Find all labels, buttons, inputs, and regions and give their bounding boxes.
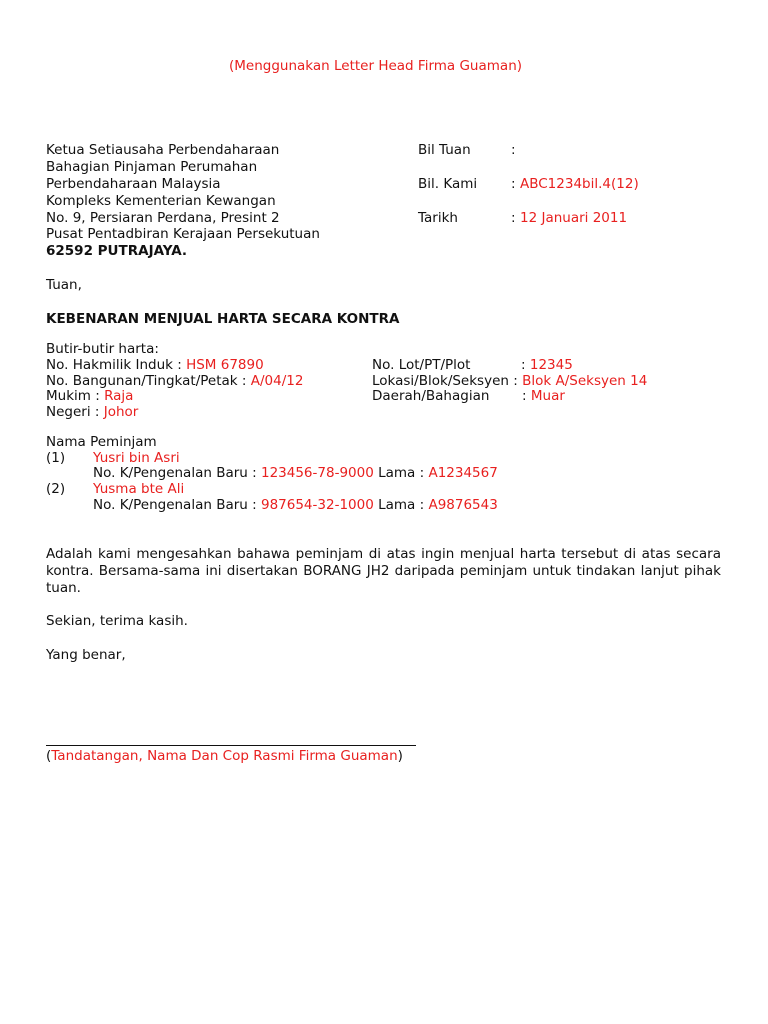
property-heading: Butir-butir harta:	[46, 341, 159, 357]
ic-new-value: 987654-32-1000	[260, 497, 374, 513]
borrower-ic-row	[93, 497, 498, 514]
negeri-label: Negeri :	[46, 404, 100, 420]
signature-caption	[46, 748, 403, 765]
address-line: Kompleks Kementerian Kewangan	[46, 193, 276, 209]
lot-separator: :	[521, 357, 526, 373]
tarikh-value: 12 Januari 2011	[520, 210, 628, 226]
borrower-name: Yusri bin Asri	[93, 450, 180, 466]
bangunan-label: No. Bangunan/Tingkat/Petak :	[46, 373, 247, 389]
closing-line: Sekian, terima kasih.	[46, 613, 188, 629]
bil-kami-value: ABC1234bil.4(12)	[520, 176, 639, 192]
address-postcode-city: 62592 PUTRAJAYA.	[46, 243, 188, 259]
signature-close-paren: )	[397, 748, 403, 764]
daerah-separator: :	[522, 388, 527, 404]
ic-old-label: Lama :	[378, 497, 425, 513]
daerah-value: Muar	[530, 388, 565, 404]
borrower-name: Yusma bte Ali	[93, 481, 185, 497]
address-line: Perbendaharaan Malaysia	[46, 176, 221, 192]
signature-open-paren: (	[46, 748, 52, 764]
lot-value-row	[521, 357, 573, 374]
ic-new-value: 123456-78-9000	[260, 465, 374, 481]
address-line: No. 9, Persiaran Perdana, Presint 2	[46, 210, 280, 226]
bil-tuan-label: Bil Tuan	[418, 142, 471, 158]
daerah-label: Daerah/Bahagian	[372, 388, 490, 404]
mukim-row	[46, 388, 133, 405]
borrower-number: (1)	[46, 450, 66, 466]
borrower-heading: Nama Peminjam	[46, 434, 157, 450]
address-line: Bahagian Pinjaman Perumahan	[46, 159, 258, 175]
negeri-value: Johor	[103, 404, 139, 420]
signature-text: Tandatangan, Nama Dan Cop Rasmi Firma Guaman	[51, 748, 398, 764]
mukim-value: Raja	[104, 388, 134, 404]
letterhead-note: (Menggunakan Letter Head Firma Guaman)	[229, 58, 523, 74]
subject-heading: KEBENARAN MENJUAL HARTA SECARA KONTRA	[46, 311, 400, 327]
lokasi-label: Lokasi/Blok/Seksyen :	[372, 373, 518, 389]
lokasi-value: Blok A/Seksyen 14	[522, 373, 648, 389]
salutation: Tuan,	[46, 277, 82, 293]
ic-old-label: Lama :	[378, 465, 425, 481]
borrower-ic-row	[93, 465, 498, 482]
negeri-row	[46, 404, 138, 421]
address-line: Pusat Pentadbiran Kerajaan Persekutuan	[46, 226, 320, 242]
hakmilik-label: No. Hakmilik Induk :	[46, 357, 182, 373]
ic-old-value: A1234567	[428, 465, 498, 481]
hakmilik-value: HSM 67890	[186, 357, 264, 373]
lot-label: No. Lot/PT/Plot	[372, 357, 471, 373]
tarikh-separator: :	[511, 210, 516, 226]
body-paragraph: Adalah kami mengesahkan bahawa peminjam di atas ingin menjual harta tersebut di atas secara kontra. Bersama-sama ini disertakan BORANG JH2 daripada peminjam untuk tindakan lanjut pihak tuan.	[46, 546, 721, 596]
tarikh-label: Tarikh	[418, 210, 458, 226]
borrower-number: (2)	[46, 481, 66, 497]
ic-new-label: No. K/Pengenalan Baru :	[93, 497, 257, 513]
signature-line	[46, 733, 416, 746]
lot-value: 12345	[529, 357, 573, 373]
mukim-label: Mukim :	[46, 388, 100, 404]
address-line: Ketua Setiausaha Perbendaharaan	[46, 142, 280, 158]
signoff-line: Yang benar,	[46, 647, 126, 663]
hakmilik-row	[46, 357, 264, 374]
bil-tuan-separator: :	[511, 142, 516, 158]
bil-kami-separator: :	[511, 176, 516, 192]
bil-kami-label: Bil. Kami	[418, 176, 478, 192]
ic-old-value: A9876543	[428, 497, 498, 513]
ic-new-label: No. K/Pengenalan Baru :	[93, 465, 257, 481]
bangunan-value: A/04/12	[250, 373, 304, 389]
daerah-value-row	[522, 388, 565, 405]
